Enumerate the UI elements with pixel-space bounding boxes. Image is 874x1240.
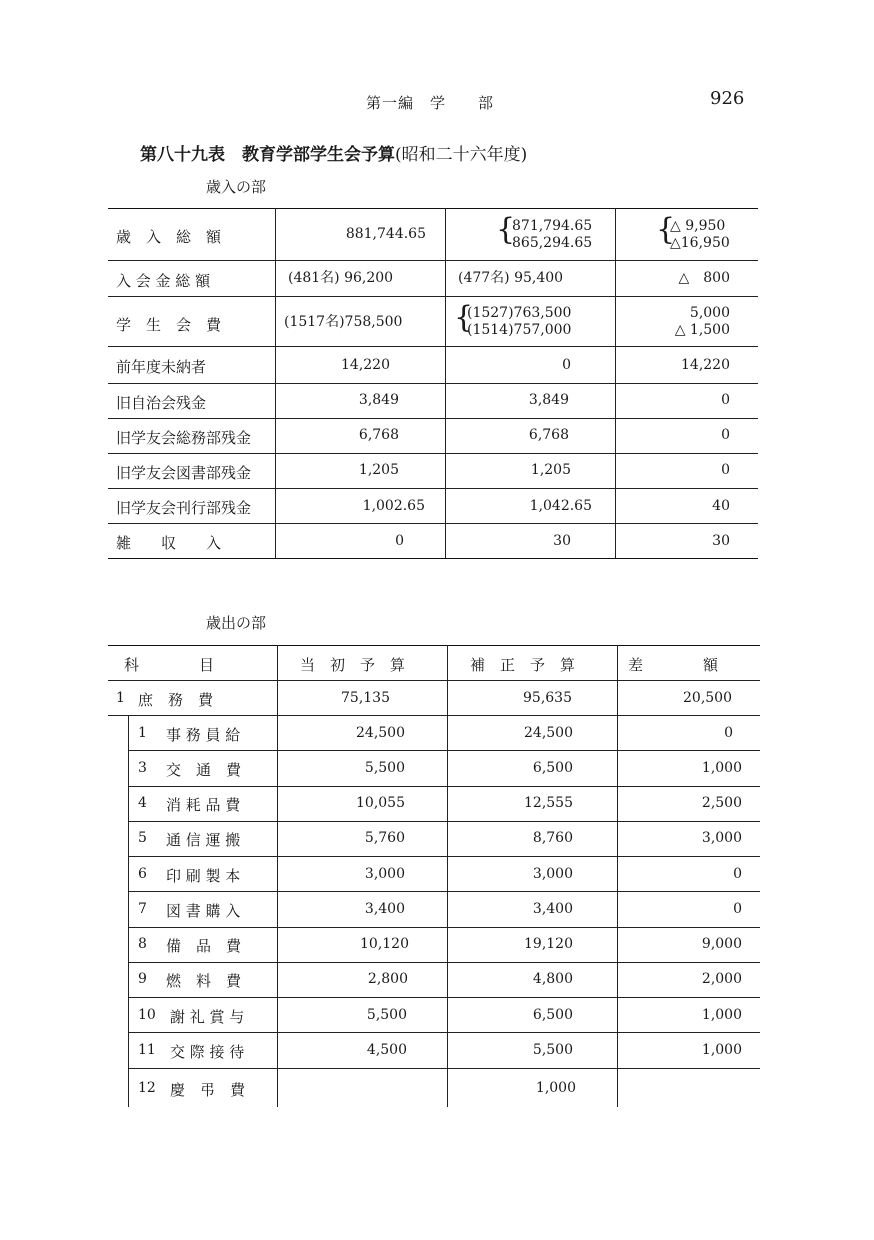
row-divider — [108, 346, 758, 347]
expense-row-number: 11 — [138, 1042, 156, 1058]
expense-row-label: 交 際 接 待 — [170, 1043, 245, 1061]
expense-row-label: 印 刷 製 本 — [166, 867, 241, 885]
row-divider — [128, 997, 760, 998]
income-diff-value: △ 1,500 — [674, 322, 730, 338]
expense-table-top-rule — [108, 645, 760, 646]
income-diff-value: 30 — [712, 533, 730, 549]
expense-revised-value: 4,800 — [532, 971, 573, 987]
income-initial-value: 1,002.65 — [362, 498, 425, 514]
column-divider — [277, 645, 278, 1107]
expense-diff-value: 3,000 — [701, 830, 742, 846]
row-divider — [108, 418, 758, 419]
expense-revised-value: 8,760 — [532, 830, 573, 846]
income-diff-value: 14,220 — [681, 357, 730, 373]
income-revised-value: 1,205 — [530, 462, 571, 478]
income-initial-value: 6,768 — [358, 427, 399, 443]
row-divider — [128, 1068, 760, 1069]
expense-revised-value: 24,500 — [524, 725, 573, 741]
expense-initial-value: 5,500 — [366, 1007, 407, 1023]
income-row-label: 入 会 金 総 額 — [116, 272, 211, 290]
expense-section-title: 歳出の部 — [206, 614, 267, 632]
row-divider — [108, 715, 760, 716]
income-revised-value: 6,768 — [528, 427, 569, 443]
income-diff-value: 0 — [721, 462, 730, 478]
row-divider — [128, 891, 760, 892]
header-difference: 差 額 — [628, 656, 719, 674]
running-header: 第一編 学 部 — [366, 94, 495, 112]
expense-row-number: 12 — [138, 1080, 156, 1096]
row-divider — [108, 523, 758, 524]
expense-initial-value: 10,120 — [360, 936, 409, 952]
expense-row-label: 慶 弔 費 — [170, 1081, 246, 1099]
expense-revised-value: 6,500 — [532, 760, 573, 776]
brace-icon: { — [496, 212, 516, 247]
page-number: 926 — [710, 88, 745, 109]
income-section-title: 歳入の部 — [206, 178, 267, 196]
expense-diff-value: 9,000 — [701, 936, 742, 952]
expense-diff-value: 2,000 — [701, 971, 742, 987]
income-initial-value: 1,205 — [358, 462, 399, 478]
income-diff-value: △16,950 — [670, 235, 730, 251]
expense-revised-value: 3,400 — [532, 901, 573, 917]
income-revised-value: (1527)763,500 — [467, 305, 572, 321]
row-divider — [108, 296, 758, 297]
header-item: 科 目 — [124, 656, 215, 674]
income-initial-value: (1517名)758,500 — [284, 314, 403, 330]
income-revised-value: (477名) 95,400 — [458, 270, 564, 286]
expense-diff-value: 0 — [733, 901, 742, 917]
income-revised-value: (1514)757,000 — [467, 322, 572, 338]
income-initial-value: 14,220 — [341, 357, 390, 373]
expense-row-number: 1 — [138, 725, 147, 741]
expense-row-number: 3 — [138, 760, 147, 776]
expense-row-label: 庶 務 費 — [138, 691, 214, 709]
expense-row-number: 10 — [138, 1007, 156, 1023]
column-divider — [447, 645, 448, 1107]
expense-row-number: 8 — [138, 936, 147, 952]
expense-row-label: 消 耗 品 費 — [166, 796, 241, 814]
table-title-year: (昭和二十六年度) — [395, 145, 528, 165]
expense-revised-value: 6,500 — [532, 1007, 573, 1023]
expense-row-label: 事 務 員 給 — [166, 726, 241, 744]
expense-diff-value: 2,500 — [701, 795, 742, 811]
expense-initial-value: 75,135 — [341, 690, 390, 706]
income-row-label: 旧学友会総務部残金 — [116, 429, 252, 447]
expense-revised-value: 5,500 — [532, 1042, 573, 1058]
income-revised-value: 871,794.65 — [512, 218, 593, 234]
header-revised-budget: 補 正 予 算 — [470, 656, 576, 674]
income-initial-value: (481名) 96,200 — [288, 270, 394, 286]
expense-revised-value: 12,555 — [524, 795, 573, 811]
income-row-label: 歳 入 総 額 — [116, 228, 222, 246]
column-divider — [275, 208, 276, 558]
column-divider — [445, 208, 446, 558]
income-row-label: 学 生 会 費 — [116, 316, 222, 334]
income-initial-value: 881,744.65 — [345, 226, 426, 242]
income-diff-value: △ 9,950 — [670, 218, 726, 234]
row-divider — [128, 1032, 760, 1033]
expense-revised-value: 19,120 — [524, 936, 573, 952]
income-diff-value: 0 — [721, 392, 730, 408]
row-divider — [108, 260, 758, 261]
expense-initial-value: 3,000 — [364, 866, 405, 882]
row-divider — [128, 927, 760, 928]
expense-row-label: 備 品 費 — [166, 937, 242, 955]
income-revised-value: 1,042.65 — [529, 498, 592, 514]
expense-initial-value: 4,500 — [366, 1042, 407, 1058]
income-diff-value: △ 800 — [678, 270, 730, 286]
expense-diff-value: 0 — [724, 725, 733, 741]
income-table-top-rule — [108, 208, 758, 209]
expense-initial-value: 24,500 — [356, 725, 405, 741]
brace-icon: { — [656, 212, 676, 247]
income-row-label: 雑 収 入 — [116, 534, 222, 552]
expense-revised-value: 3,000 — [532, 866, 573, 882]
income-revised-value: 0 — [562, 357, 571, 373]
income-initial-value: 0 — [395, 533, 404, 549]
expense-row-label: 図 書 購 入 — [166, 902, 241, 920]
expense-revised-value: 95,635 — [523, 690, 572, 706]
row-divider — [108, 453, 758, 454]
expense-revised-value: 1,000 — [535, 1080, 576, 1096]
income-row-label: 前年度未納者 — [116, 358, 207, 376]
expense-row-number: 4 — [138, 795, 147, 811]
indent-rule — [128, 715, 129, 1107]
row-divider — [108, 383, 758, 384]
income-row-label: 旧学友会図書部残金 — [116, 464, 252, 482]
expense-diff-value: 0 — [733, 866, 742, 882]
row-divider — [128, 856, 760, 857]
expense-diff-value: 20,500 — [683, 690, 732, 706]
expense-row-number: 1 — [116, 690, 125, 706]
expense-row-number: 5 — [138, 830, 147, 846]
header-divider — [108, 680, 760, 681]
income-row-label: 旧自治会残金 — [116, 394, 207, 412]
income-revised-value: 30 — [553, 533, 571, 549]
column-divider — [617, 645, 618, 1107]
expense-initial-value: 10,055 — [356, 795, 405, 811]
income-initial-value: 3,849 — [358, 392, 399, 408]
income-revised-value: 865,294.65 — [512, 235, 593, 251]
row-divider — [128, 786, 760, 787]
expense-row-label: 謝 礼 賞 与 — [170, 1008, 245, 1026]
expense-row-number: 9 — [138, 971, 147, 987]
expense-diff-value: 1,000 — [701, 1007, 742, 1023]
table-title — [140, 140, 527, 165]
expense-row-number: 6 — [138, 866, 147, 882]
expense-diff-value: 1,000 — [701, 1042, 742, 1058]
income-row-label: 旧学友会刊行部残金 — [116, 499, 252, 517]
row-divider — [128, 962, 760, 963]
expense-row-label: 通 信 運 搬 — [166, 831, 241, 849]
income-diff-value: 40 — [712, 498, 730, 514]
expense-row-number: 7 — [138, 901, 147, 917]
income-revised-value: 3,849 — [528, 392, 569, 408]
expense-diff-value: 1,000 — [701, 760, 742, 776]
column-divider — [615, 208, 616, 558]
row-divider — [128, 821, 760, 822]
expense-initial-value: 2,800 — [367, 971, 408, 987]
header-initial-budget: 当 初 予 算 — [300, 656, 406, 674]
table-title-main: 第八十九表 教育学部学生会予算 — [140, 145, 395, 165]
expense-row-label: 交 通 費 — [166, 761, 242, 779]
income-diff-value: 0 — [721, 427, 730, 443]
expense-row-label: 燃 料 費 — [166, 972, 242, 990]
expense-initial-value: 3,400 — [364, 901, 405, 917]
row-divider — [128, 750, 760, 751]
expense-initial-value: 5,500 — [364, 760, 405, 776]
income-diff-value: 5,000 — [689, 305, 730, 321]
income-table-bottom-rule — [108, 558, 758, 559]
brace-icon: { — [454, 300, 474, 335]
expense-initial-value: 5,760 — [364, 830, 405, 846]
row-divider — [108, 488, 758, 489]
